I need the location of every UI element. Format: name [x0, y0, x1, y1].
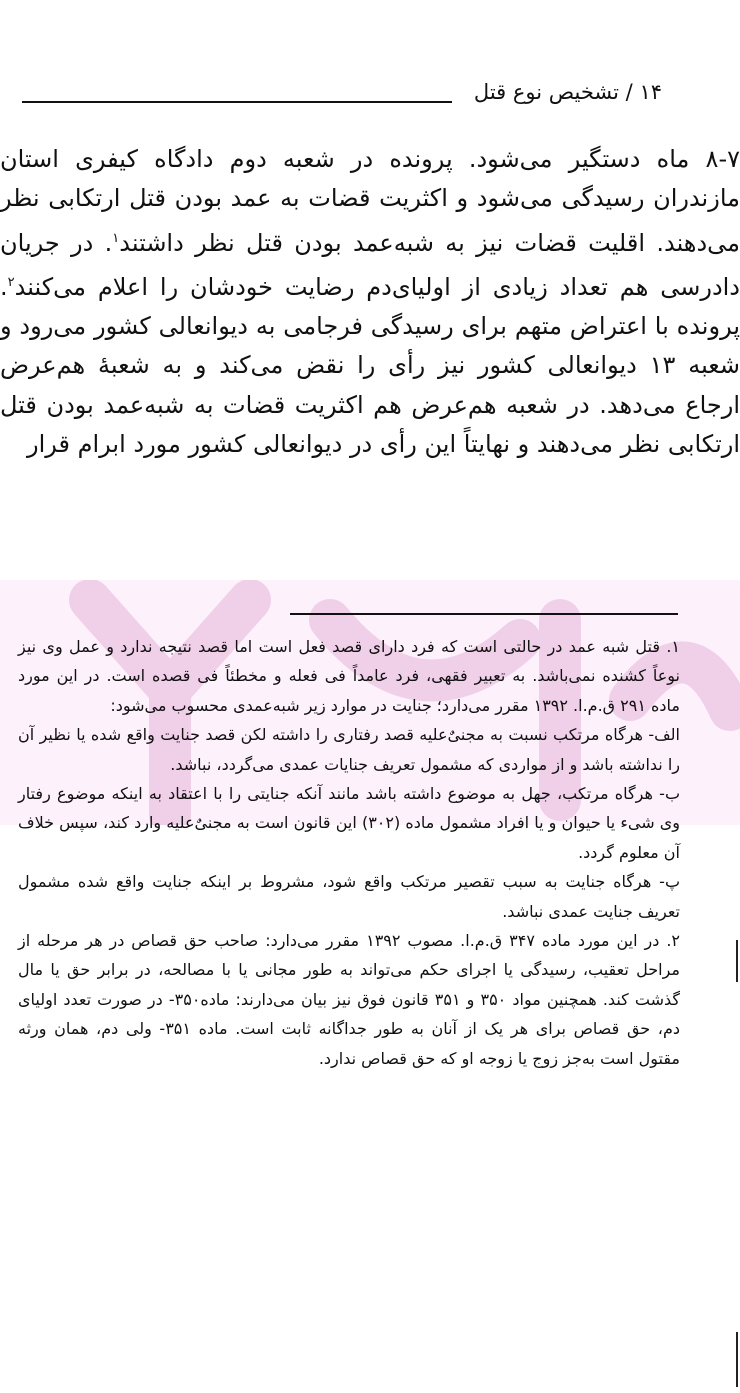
header-separator: /	[625, 80, 633, 104]
scan-edge-mark	[736, 1332, 738, 1387]
chapter-title: تشخیص نوع قتل	[473, 80, 619, 104]
footnote-1-item-c: پ- هرگاه جنایت به سبب تقصیر مرتکب واقع شود، مشروط بر اینکه جنایت واقع شده مشمول تعریف جنایت عمدی نباشد.	[18, 872, 680, 921]
running-header	[22, 78, 662, 114]
footnote-1-item-b: ب- هرگاه مرتکب، جهل به موضوع داشته باشد مانند آنکه جنایتی را با اعتقاد به اینکه موضوع رفتار وی شیء یا حیوان و یا افراد مشمول ماده (۳۰۲) این قانون است به مجنیٌ‌علیه وارد کند، سپس خلاف آن معلوم گردد.	[18, 784, 680, 862]
body-paragraph	[0, 140, 740, 464]
page-number: ۱۴	[639, 80, 662, 104]
footnote-1-intro: ۱. قتل شبه عمد در حالتی است که فرد دارای قصد فعل است اما قصد نتیجه ندارد و عمل وی نیز نوعاً کشنده نمی‌باشد. به تعبیر فقهی، فرد عامداً فی فعله و مخطئاً فی قصده است. در این مورد ماده ۲۹۱ ق.م.ا. ۱۳۹۲ مقرر می‌دارد؛ جنایت در موارد زیر شبه‌عمدی محسوب می‌شود:	[18, 637, 680, 715]
footnote-ref-2: ۲	[7, 274, 15, 290]
footnote-2: ۲. در این مورد ماده ۳۴۷ ق.م.ا. مصوب ۱۳۹۲ مقرر می‌دارد: صاحب حق قصاص در هر مرحله از مراحل تعقیب، رسیدگی یا اجرای حکم می‌تواند به طور مجانی یا با مصالحه، در برابر حق یا مال گذشت کند. همچنین مواد ۳۵۰ و ۳۵۱ قانون فوق نیز بیان می‌دارند: ماده۳۵۰- در صورت تعدد اولیای دم، حق قصاص برای هر یک از آنان به طور جداگانه ثابت است. ماده ۳۵۱- ولی دم، همان ورثه مقتول است به‌جز زوج یا زوجه او که حق قصاص ندارد.	[18, 931, 680, 1068]
header-text	[474, 80, 662, 104]
header-rule	[22, 101, 452, 103]
paragraph-part-1: ۸-۷ ماه دستگیر می‌شود. پرونده در شعبه دوم دادگاه کیفری استان مازندران رسیدگی می‌شود و اکثریت قضات به عمد بودن قتل ارتکابی نظر می‌دهند. اقلیت قضات نیز به شبه‌عمد بودن قتل نظر داشتند	[0, 145, 740, 257]
footnote-1-item-a: الف- هرگاه مرتکب نسبت به مجنیٌ‌علیه قصد رفتاری را داشته لکن قصد جنایت واقع شده یا نظیر آن را نداشته باشد و از مواردی که مشمول تعریف جنایات عمدی می‌گردد، نباشد.	[18, 725, 680, 774]
footnote-separator	[290, 613, 678, 615]
footnote-ref-1: ۱	[112, 230, 120, 246]
paragraph-part-2: . در جریان دادرسی هم تعداد زیادی از اولیای‌دم رضایت خودشان را اعلام می‌کنند	[0, 228, 740, 301]
scan-edge-mark	[736, 940, 738, 982]
footnotes	[18, 632, 680, 1073]
paragraph-text	[0, 140, 740, 464]
paragraph-part-3: . پرونده با اعتراض متهم برای رسیدگی فرجامی به دیوانعالی کشور می‌رود و شعبه ۱۳ دیوانعالی کشور نیز رأی را نقض می‌کند و به شعبهٔ هم‌عرض ارجاع می‌دهد. در شعبه هم‌عرض هم اکثریت قضات به شبه‌عمد بودن قتل ارتکابی نظر می‌دهند و نهایتاً این رأی در دیوانعالی کشور مورد ابرام قرار	[0, 272, 740, 459]
